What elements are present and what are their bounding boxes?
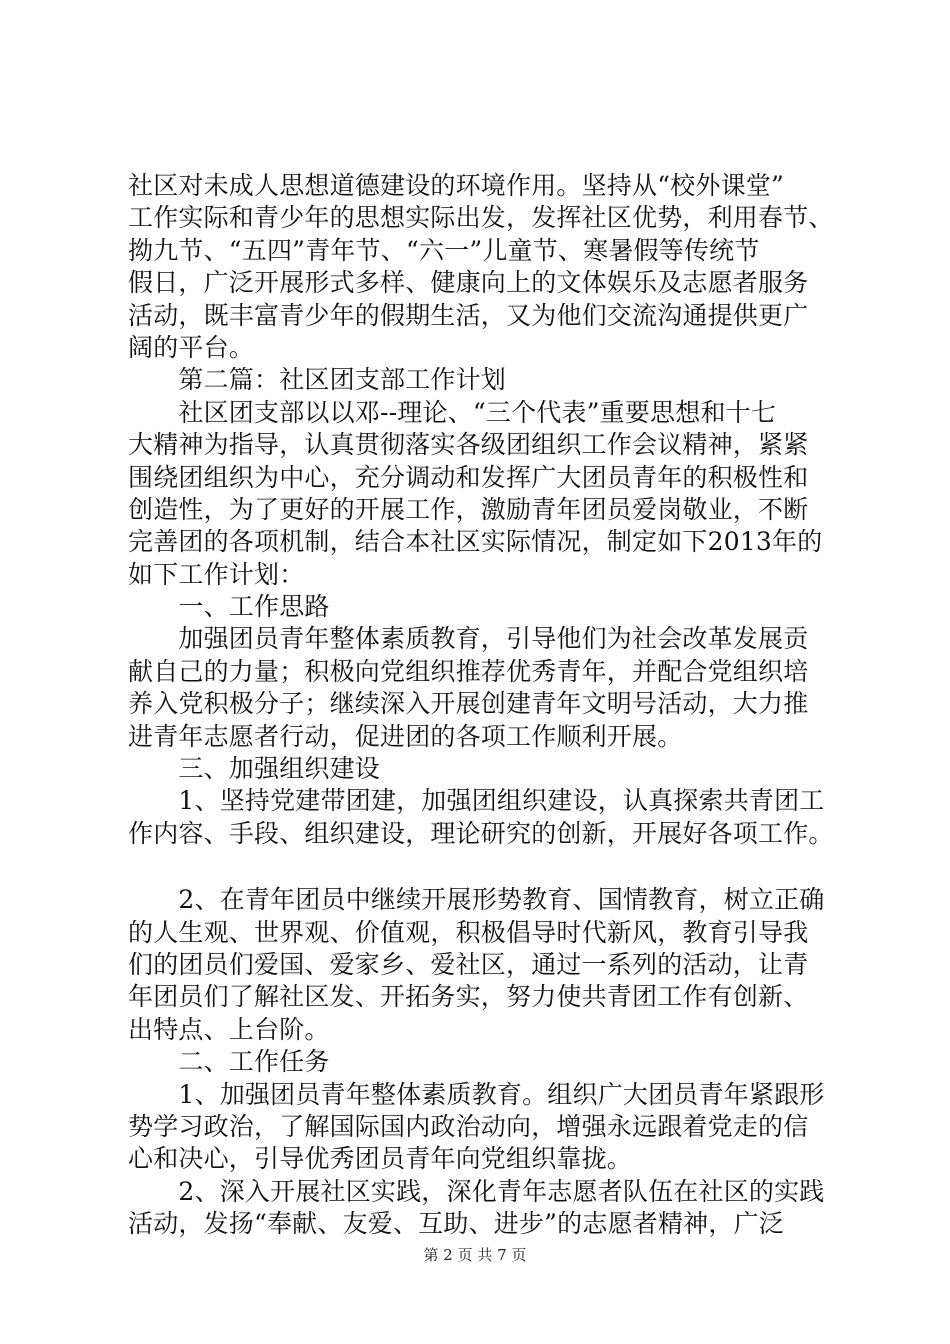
text-line: 阔的平台。: [128, 332, 255, 362]
text-line: 创造性，为了更好的开展工作，激励青年团员爱岗敬业，不断: [128, 494, 809, 524]
text-line: 活动，发扬“奉献、友爱、互助、进步”的志愿者精神，广泛: [128, 1209, 784, 1239]
text-line: 势学习政治，了解国际国内政治动向，增强永远跟着党走的信: [128, 1111, 809, 1141]
text-line: 的人生观、世界观、价值观，积极倡导时代新风，教育引导我: [128, 917, 809, 947]
text-line: 完善团的各项机制，结合本社区实际情况，制定如下2013年的: [128, 527, 823, 557]
text-line: 们的团员们爱国、爱家乡、爱社区，通过一系列的活动，让青: [128, 949, 809, 979]
paragraph-gap: [128, 850, 848, 884]
text-line: 如下工作计划：: [128, 559, 305, 589]
text-line: 进青年志愿者行动，促进团的各项工作顺利开展。: [128, 721, 683, 751]
text-line: 围绕团组织为中心，充分调动和发挥广大团员青年的积极性和: [128, 462, 809, 492]
text-line: 社区团支部以以邓--理论、“三个代表”重要思想和十七: [128, 397, 777, 427]
text-line: 大精神为指导，认真贯彻落实各级团组织工作会议精神，紧紧: [128, 430, 809, 460]
text-line: 拗九节、“五四”青年节、“六一”儿童节、寒暑假等传统节: [128, 235, 760, 265]
text-line: 心和决心，引导优秀团员青年向党组织靠拢。: [128, 1144, 633, 1174]
subsection-heading: 一、工作思路: [128, 592, 330, 622]
text-line: 献自己的力量；积极向党组织推荐优秀青年，并配合党组织培: [128, 656, 809, 686]
text-line: 社区对未成人思想道德建设的环境作用。坚持从“校外课堂”: [128, 171, 784, 200]
text-line: 作内容、手段、组织建设，理论研究的创新，开展好各项工作。: [128, 818, 834, 848]
subsection-heading: 二、工作任务: [128, 1047, 330, 1077]
page-number-footer: 第 2 页 共 7 页: [423, 1246, 527, 1264]
text-line: 假日，广泛开展形式多样、健康向上的文体娱乐及志愿者服务: [128, 268, 809, 298]
document-body: [128, 170, 848, 1241]
text-line: 2、在青年团员中继续开展形势教育、国情教育，树立正确: [128, 885, 825, 915]
text-line: 养入党积极分子；继续深入开展创建青年文明号活动，大力推: [128, 689, 809, 719]
text-line: 出特点、上台阶。: [128, 1014, 330, 1044]
section-heading: 第二篇：社区团支部工作计划: [128, 365, 507, 395]
text-line: 活动，既丰富青少年的假期生活，又为他们交流沟通提供更广: [128, 300, 809, 330]
text-line: 加强团员青年整体素质教育，引导他们为社会改革发展贡: [128, 624, 809, 654]
subsection-heading: 三、加强组织建设: [128, 754, 381, 784]
text-line: 工作实际和青少年的思想实际出发，发挥社区优势，利用春节、: [128, 203, 834, 233]
text-line: 年团员们了解社区发、开拓务实，努力使共青团工作有创新、: [128, 982, 809, 1012]
text-line: 2、深入开展社区实践，深化青年志愿者队伍在社区的实践: [128, 1176, 825, 1206]
text-line: 1、加强团员青年整体素质教育。组织广大团员青年紧跟形: [128, 1079, 825, 1109]
text-line: 1、坚持党建带团建，加强团组织建设，认真探索共青团工: [128, 786, 825, 816]
